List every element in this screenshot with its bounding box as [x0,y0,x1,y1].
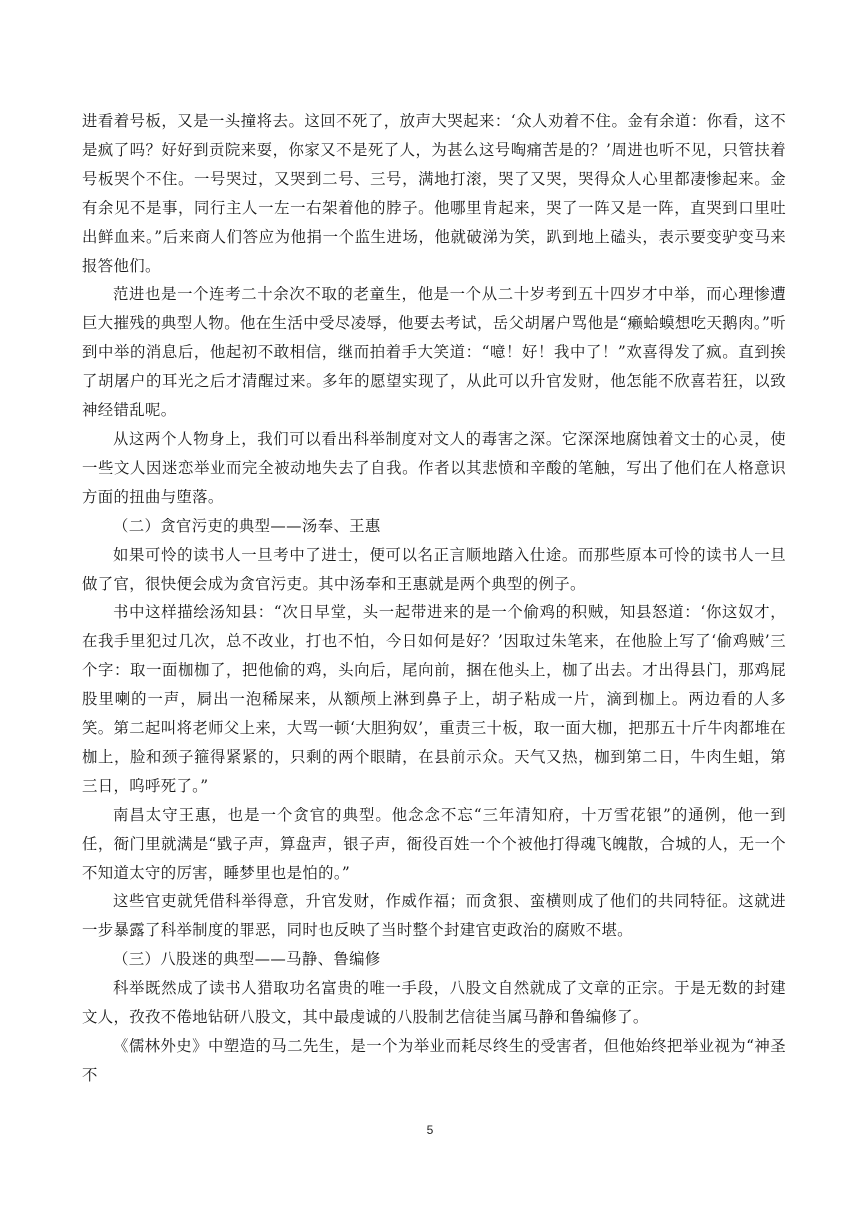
paragraph: 这些官吏就凭借科举得意，升官发财，作威作福；而贪狠、蛮横则成了他们的共同特征。这就进一步暴露了科举制度的罪恶，同时也反映了当时整个封建官吏政治的腐败不堪。 [82,892,786,940]
paragraph: 如果可怜的读书人一旦考中了进士，便可以名正言顺地踏入仕途。而那些原本可怜的读书人一旦做了官，很快便会成为贪官污吏。其中汤奉和王惠就是两个典型的例子。 [82,545,786,593]
paragraph: 南昌太守王惠，也是一个贪官的典型。他念念不忘“三年清知府，十万雪花银”的通例，他一到任，衙门里就满是“戥子声，算盘声，银子声，衙役百姓一个个被他打得魂飞魄散，合城的人，无一个不知道太守的厉害，睡梦里也是怕的。” [82,805,786,882]
section-heading: （三）八股迷的典型——马静、鲁编修 [113,950,381,969]
body-text [82,107,786,1090]
paragraph: 科举既然成了读书人猎取功名富贵的唯一手段，八股文自然就成了文章的正宗。于是无数的封建文人，孜孜不倦地钻研八股文，其中最虔诚的八股制艺信徒当属马静和鲁编修了。 [82,979,786,1027]
paragraph: 范进也是一个连考二十余次不取的老童生，他是一个从二十岁考到五十四岁才中举，而心理惨遭巨大摧残的典型人物。他在生活中受尽凌辱，他要去考试，岳父胡屠户骂他是“癞蛤蟆想吃天鹅肉。”听到中举的消息后，他起初不敢相信，继而拍着手大笑道：“噫！好！我中了！”欢喜得发了疯。直到挨了胡屠户的耳光之后才清醒过来。多年的愿望实现了，从此可以升官发财，他怎能不欣喜若狂，以致神经错乱呢。 [82,285,786,420]
paragraph: 从这两个人物身上，我们可以看出科举制度对文人的毒害之深。它深深地腐蚀着文士的心灵，使一些文人因迷恋举业而完全被动地失去了自我。作者以其悲愤和辛酸的笔触，写出了他们在人格意识方面的扭曲与堕落。 [82,429,786,506]
paragraph: 书中这样描绘汤知县：“次日早堂，头一起带进来的是一个偷鸡的积贼，知县怒道：‘你这奴才，在我手里犯过几次，总不改业，打也不怕，今日如何是好？’因取过朱笔来，在他脸上写了‘偷鸡贼’三个字：取一面枷枷了，把他偷的鸡，头向后，尾向前，捆在他头上，枷了出去。才出得县门，那鸡屁股里喇的一声，屙出一泡稀屎来，从额颅上淋到鼻子上，胡子粘成一片，滴到枷上。两边看的人多笑。第二起叫将老师父上来，大骂一顿‘大胆狗奴’，重责三十板，取一面大枷，把那五十斤牛肉都堆在枷上，脸和颈子箍得紧紧的，只剩的两个眼睛，在县前示众。天气又热，枷到第二日，牛肉生蛆，第三日，呜呼死了。” [82,603,786,795]
paragraph: 《儒林外史》中塑造的马二先生，是一个为举业而耗尽终生的受害者，但他始终把举业视为“神圣不 [82,1037,786,1084]
page-number: 5 [426,1123,434,1137]
section-heading: （二）贪官污吏的典型——汤奉、王惠 [113,516,381,535]
paragraph-continuation: 进看着号板，又是一头撞将去。这回不死了，放声大哭起来：‘众人劝着不住。金有余道：你看，这不是疯了吗？好好到贡院来耍，你家又不是死了人，为甚么这号啕痛苦是的？’周进也听不见，只管扶着号板哭个不住。一号哭过，又哭到二号、三号，满地打滚，哭了又哭，哭得众人心里都凄惨起来。金有余见不是事，同行主人一左一右架着他的脖子。他哪里肯起来，哭了一阵又是一阵，直哭到口里吐出鲜血来。”后来商人们答应为他捐一个监生进场，他就破涕为笑，趴到地上磕头，表示要变驴变马来报答他们。 [82,112,786,275]
